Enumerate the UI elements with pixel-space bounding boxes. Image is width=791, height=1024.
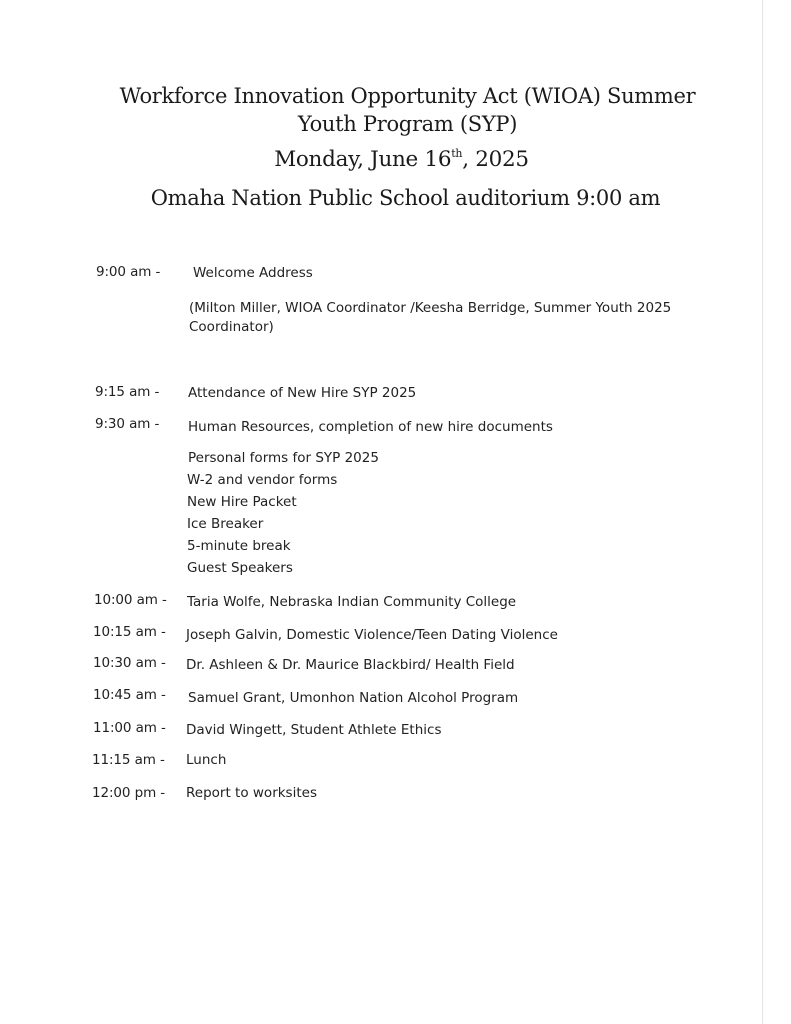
item-1045: Samuel Grant, Umonhon Nation Alcohol Program bbox=[188, 690, 519, 706]
item-1000: Taria Wolfe, Nebraska Indian Community College bbox=[187, 594, 517, 610]
item-1115: Lunch bbox=[186, 752, 227, 768]
time-1045: 10:45 am - bbox=[93, 687, 166, 703]
item-1015: Joseph Galvin, Domestic Violence/Teen Dating Violence bbox=[186, 627, 558, 643]
item-1100: David Wingett, Student Athlete Ethics bbox=[186, 722, 442, 738]
event-date-ordinal: th bbox=[451, 147, 463, 160]
item-welcome-detail-1: (Milton Miller, WIOA Coordinator /Keesha Berridge, Summer Youth 2025 bbox=[189, 300, 672, 316]
event-date-year: , 2025 bbox=[462, 147, 529, 172]
event-date bbox=[6, 147, 791, 172]
item-attendance: Attendance of New Hire SYP 2025 bbox=[188, 385, 417, 401]
item-hr: Human Resources, completion of new hire documents bbox=[188, 419, 553, 435]
item-welcome: Welcome Address bbox=[193, 265, 313, 281]
sub-item-w2-forms: W-2 and vendor forms bbox=[187, 472, 338, 488]
item-1030: Dr. Ashleen & Dr. Maurice Blackbird/ Health Field bbox=[186, 657, 515, 673]
sub-item-personal-forms: Personal forms for SYP 2025 bbox=[188, 450, 379, 466]
sub-item-guest-speakers: Guest Speakers bbox=[187, 560, 293, 576]
time-0915: 9:15 am - bbox=[95, 384, 160, 400]
sub-item-ice-breaker: Ice Breaker bbox=[187, 516, 264, 532]
time-1000: 10:00 am - bbox=[94, 592, 167, 608]
item-welcome-detail-2: Coordinator) bbox=[189, 319, 274, 335]
time-0900: 9:00 am - bbox=[96, 264, 161, 280]
sub-item-new-hire-packet: New Hire Packet bbox=[187, 494, 297, 510]
time-0930: 9:30 am - bbox=[95, 416, 160, 432]
title-line-1: Workforce Innovation Opportunity Act (WIOA) Summer bbox=[119, 84, 696, 108]
sub-item-break: 5-minute break bbox=[187, 538, 291, 554]
event-venue: Omaha Nation Public School auditorium 9:00 am bbox=[150, 186, 661, 210]
item-1200: Report to worksites bbox=[186, 785, 317, 801]
time-1030: 10:30 am - bbox=[93, 655, 166, 671]
time-1115: 11:15 am - bbox=[92, 752, 165, 768]
time-1015: 10:15 am - bbox=[93, 624, 166, 640]
event-date-prefix: Monday, June 16 bbox=[274, 147, 452, 172]
time-1200: 12:00 pm - bbox=[92, 785, 166, 801]
title-line-2: Youth Program (SYP) bbox=[297, 112, 518, 136]
time-1100: 11:00 am - bbox=[93, 720, 166, 736]
